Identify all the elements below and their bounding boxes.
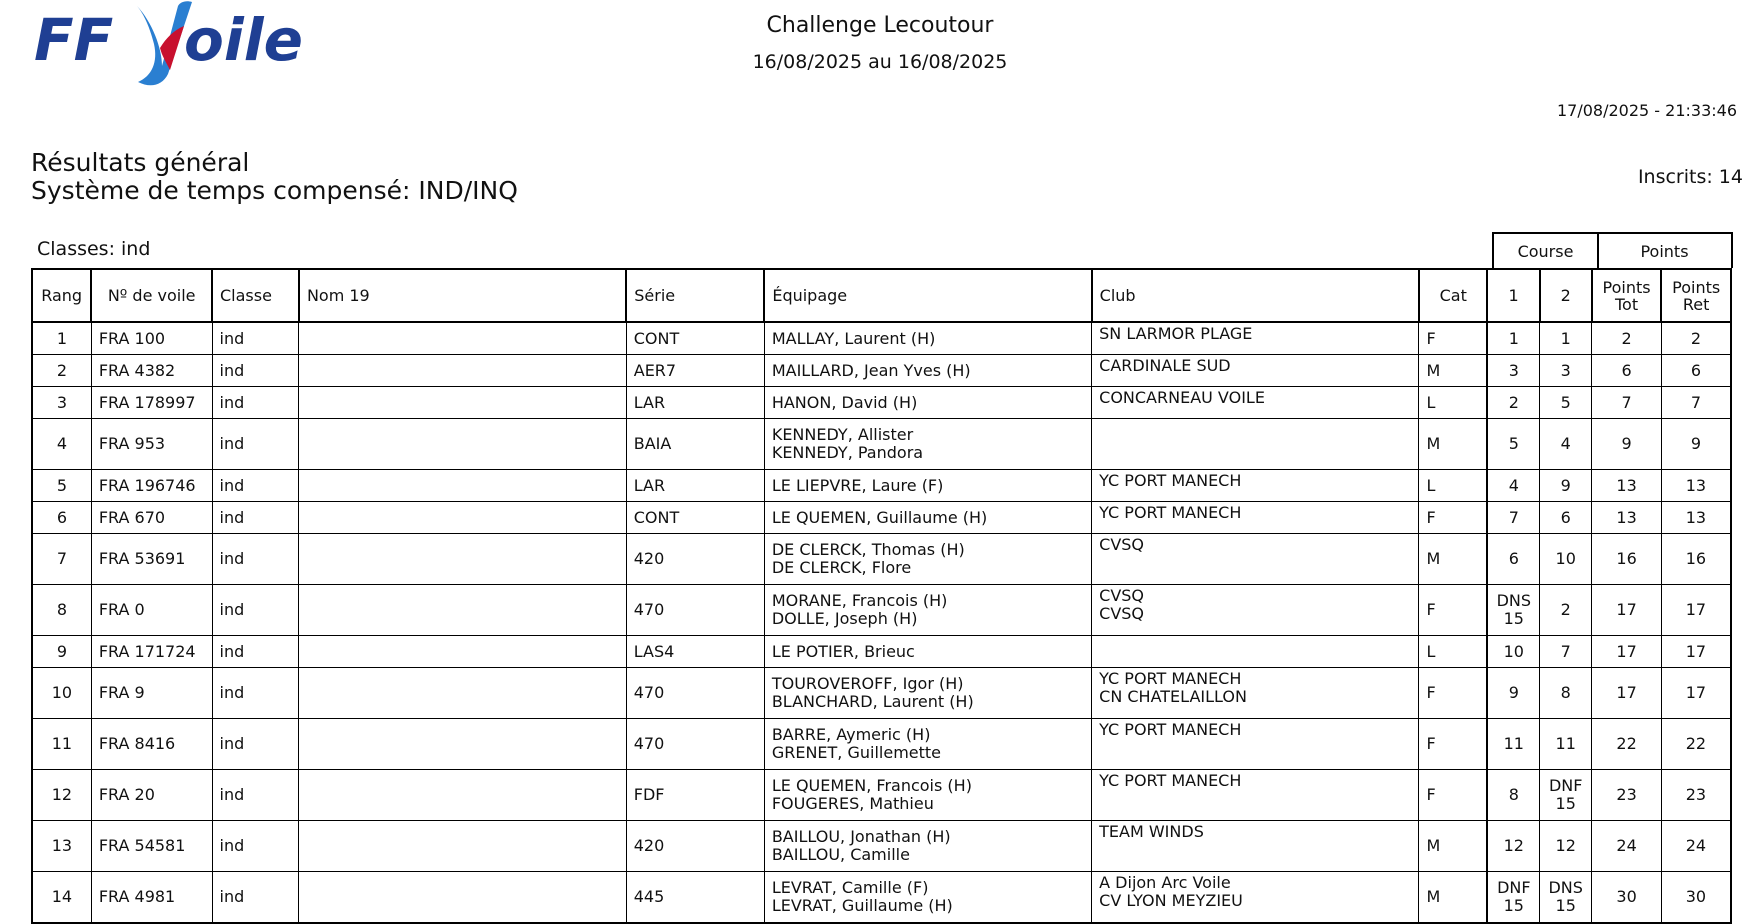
cell-equipage: LE POTIER, Brieuc	[764, 636, 1091, 668]
cell-points-tot: 17	[1592, 585, 1662, 636]
table-row	[32, 387, 1731, 419]
cell-points-tot: 7	[1592, 387, 1662, 419]
cell-race-1: DNS 15	[1487, 585, 1539, 636]
table-row	[32, 419, 1731, 470]
cell-race-1: 4	[1487, 470, 1539, 502]
cell-voile: FRA 670	[91, 502, 212, 534]
cell-race-1: 6	[1487, 534, 1539, 585]
cell-voile: FRA 20	[91, 770, 212, 821]
cell-rang: 4	[32, 419, 91, 470]
cell-club: TEAM WINDS	[1092, 821, 1419, 872]
cell-rang: 3	[32, 387, 91, 419]
cell-serie: CONT	[626, 502, 764, 534]
classes-label: Classes: ind	[37, 238, 151, 260]
cell-serie: LAR	[626, 387, 764, 419]
cell-cat: F	[1419, 502, 1488, 534]
cell-nom	[299, 636, 626, 668]
cell-serie: LAS4	[626, 636, 764, 668]
table-row	[32, 585, 1731, 636]
cell-rang: 12	[32, 770, 91, 821]
col-header-club: Club	[1092, 269, 1419, 322]
cell-nom	[299, 668, 626, 719]
cell-cat: L	[1419, 387, 1488, 419]
cell-serie: AER7	[626, 355, 764, 387]
cell-serie: 470	[626, 585, 764, 636]
cell-rang: 5	[32, 470, 91, 502]
cell-points-ret: 30	[1661, 872, 1731, 924]
cell-voile: FRA 100	[91, 322, 212, 355]
cell-cat: M	[1419, 419, 1488, 470]
cell-cat: F	[1419, 770, 1488, 821]
cell-voile: FRA 53691	[91, 534, 212, 585]
cell-classe: ind	[212, 355, 299, 387]
cell-race-1: 9	[1487, 668, 1539, 719]
cell-points-ret: 17	[1661, 585, 1731, 636]
cell-race-2: 7	[1540, 636, 1592, 668]
cell-points-tot: 30	[1592, 872, 1662, 924]
cell-race-2: DNS 15	[1540, 872, 1592, 924]
cell-rang: 9	[32, 636, 91, 668]
cell-club: YC PORT MANECH	[1092, 470, 1419, 502]
cell-points-tot: 22	[1592, 719, 1662, 770]
cell-points-ret: 24	[1661, 821, 1731, 872]
col-header-points-ret: Points Ret	[1661, 269, 1731, 322]
cell-equipage: LE QUEMEN, Francois (H) FOUGERES, Mathieu	[764, 770, 1091, 821]
cell-points-ret: 7	[1661, 387, 1731, 419]
cell-voile: FRA 196746	[91, 470, 212, 502]
document-title: Résultats général	[31, 148, 250, 177]
cell-serie: CONT	[626, 322, 764, 355]
cell-nom	[299, 872, 626, 924]
cell-race-2: DNF 15	[1540, 770, 1592, 821]
cell-cat: F	[1419, 322, 1488, 355]
table-row	[32, 502, 1731, 534]
cell-club: YC PORT MANECH	[1092, 719, 1419, 770]
cell-serie: BAIA	[626, 419, 764, 470]
cell-points-tot: 13	[1592, 502, 1662, 534]
cell-club: SN LARMOR PLAGE	[1092, 322, 1419, 355]
cell-serie: 445	[626, 872, 764, 924]
cell-nom	[299, 322, 626, 355]
cell-serie: 420	[626, 821, 764, 872]
col-header-nom: Nom 19	[299, 269, 626, 322]
cell-race-1: 5	[1487, 419, 1539, 470]
cell-race-2: 4	[1540, 419, 1592, 470]
cell-nom	[299, 355, 626, 387]
results-body	[32, 322, 1731, 923]
cell-nom	[299, 419, 626, 470]
cell-club: YC PORT MANECH	[1092, 502, 1419, 534]
cell-classe: ind	[212, 770, 299, 821]
cell-nom	[299, 585, 626, 636]
cell-equipage: MAILLARD, Jean Yves (H)	[764, 355, 1091, 387]
cell-rang: 13	[32, 821, 91, 872]
cell-equipage: BAILLOU, Jonathan (H) BAILLOU, Camille	[764, 821, 1091, 872]
table-row	[32, 636, 1731, 668]
cell-equipage: LEVRAT, Camille (F) LEVRAT, Guillaume (H)	[764, 872, 1091, 924]
cell-race-1: 8	[1487, 770, 1539, 821]
event-dates: 16/08/2025 au 16/08/2025	[752, 51, 1008, 73]
document-subtitle: Système de temps compensé: IND/INQ	[31, 176, 518, 205]
cell-points-ret: 17	[1661, 668, 1731, 719]
cell-club: CVSQ	[1092, 534, 1419, 585]
cell-rang: 10	[32, 668, 91, 719]
cell-nom	[299, 470, 626, 502]
cell-points-ret: 2	[1661, 322, 1731, 355]
col-header-serie: Série	[626, 269, 764, 322]
cell-club	[1092, 636, 1419, 668]
cell-voile: FRA 9	[91, 668, 212, 719]
entries-count: Inscrits: 14	[1637, 166, 1743, 188]
cell-voile: FRA 953	[91, 419, 212, 470]
cell-cat: F	[1419, 668, 1488, 719]
cell-rang: 2	[32, 355, 91, 387]
table-row	[32, 821, 1731, 872]
cell-nom	[299, 719, 626, 770]
cell-club: YC PORT MANECH CN CHATELAILLON	[1092, 668, 1419, 719]
cell-voile: FRA 4981	[91, 872, 212, 924]
table-row	[32, 770, 1731, 821]
cell-race-2: 2	[1540, 585, 1592, 636]
cell-race-1: 11	[1487, 719, 1539, 770]
cell-points-tot: 13	[1592, 470, 1662, 502]
cell-cat: M	[1419, 534, 1488, 585]
points-group-header: Points	[1597, 232, 1733, 268]
cell-serie: 420	[626, 534, 764, 585]
cell-classe: ind	[212, 322, 299, 355]
cell-points-ret: 13	[1661, 502, 1731, 534]
logo-oile-letters: oile	[184, 6, 303, 74]
col-header-points-tot: Points Tot	[1592, 269, 1662, 322]
cell-voile: FRA 54581	[91, 821, 212, 872]
cell-nom	[299, 387, 626, 419]
cell-race-2: 5	[1540, 387, 1592, 419]
cell-cat: F	[1419, 585, 1488, 636]
cell-equipage: LE QUEMEN, Guillaume (H)	[764, 502, 1091, 534]
cell-cat: M	[1419, 872, 1488, 924]
cell-points-ret: 16	[1661, 534, 1731, 585]
cell-rang: 14	[32, 872, 91, 924]
cell-race-1: 7	[1487, 502, 1539, 534]
cell-race-2: 1	[1540, 322, 1592, 355]
cell-equipage: LE LIEPVRE, Laure (F)	[764, 470, 1091, 502]
cell-classe: ind	[212, 502, 299, 534]
cell-race-2: 9	[1540, 470, 1592, 502]
logo-ff-letters: FF	[34, 6, 114, 74]
cell-race-2: 11	[1540, 719, 1592, 770]
cell-points-ret: 23	[1661, 770, 1731, 821]
cell-points-tot: 24	[1592, 821, 1662, 872]
cell-club: CVSQ CVSQ	[1092, 585, 1419, 636]
cell-points-ret: 9	[1661, 419, 1731, 470]
cell-serie: 470	[626, 719, 764, 770]
cell-voile: FRA 4382	[91, 355, 212, 387]
cell-cat: L	[1419, 470, 1488, 502]
cell-voile: FRA 171724	[91, 636, 212, 668]
cell-points-tot: 23	[1592, 770, 1662, 821]
cell-race-1: 2	[1487, 387, 1539, 419]
cell-race-2: 8	[1540, 668, 1592, 719]
cell-club: CONCARNEAU VOILE	[1092, 387, 1419, 419]
table-row	[32, 322, 1731, 355]
cell-points-tot: 9	[1592, 419, 1662, 470]
cell-race-2: 12	[1540, 821, 1592, 872]
cell-nom	[299, 821, 626, 872]
cell-cat: F	[1419, 719, 1488, 770]
cell-club: A Dijon Arc Voile CV LYON MEYZIEU	[1092, 872, 1419, 924]
cell-club: YC PORT MANECH	[1092, 770, 1419, 821]
cell-classe: ind	[212, 534, 299, 585]
cell-classe: ind	[212, 872, 299, 924]
table-header-row	[32, 269, 1731, 322]
col-header-voile: Nº de voile	[91, 269, 212, 322]
cell-cat: M	[1419, 355, 1488, 387]
col-header-race-1: 1	[1487, 269, 1539, 322]
cell-points-ret: 6	[1661, 355, 1731, 387]
results-table	[31, 268, 1732, 924]
cell-points-tot: 17	[1592, 668, 1662, 719]
table-row	[32, 719, 1731, 770]
cell-points-ret: 17	[1661, 636, 1731, 668]
table-row	[32, 355, 1731, 387]
cell-rang: 7	[32, 534, 91, 585]
cell-classe: ind	[212, 636, 299, 668]
cell-rang: 8	[32, 585, 91, 636]
cell-serie: FDF	[626, 770, 764, 821]
cell-serie: 470	[626, 668, 764, 719]
cell-points-ret: 13	[1661, 470, 1731, 502]
col-header-cat: Cat	[1419, 269, 1488, 322]
cell-nom	[299, 502, 626, 534]
cell-race-2: 10	[1540, 534, 1592, 585]
cell-race-1: DNF 15	[1487, 872, 1539, 924]
cell-classe: ind	[212, 419, 299, 470]
cell-race-1: 10	[1487, 636, 1539, 668]
cell-club: CARDINALE SUD	[1092, 355, 1419, 387]
cell-nom	[299, 534, 626, 585]
cell-race-2: 3	[1540, 355, 1592, 387]
cell-points-ret: 22	[1661, 719, 1731, 770]
cell-points-tot: 16	[1592, 534, 1662, 585]
cell-voile: FRA 178997	[91, 387, 212, 419]
cell-equipage: BARRE, Aymeric (H) GRENET, Guillemette	[764, 719, 1091, 770]
cell-equipage: TOUROVEROFF, Igor (H) BLANCHARD, Laurent (H)	[764, 668, 1091, 719]
cell-rang: 11	[32, 719, 91, 770]
cell-cat: L	[1419, 636, 1488, 668]
cell-classe: ind	[212, 719, 299, 770]
cell-points-tot: 2	[1592, 322, 1662, 355]
event-title: Challenge Lecoutour	[766, 13, 994, 38]
cell-race-1: 12	[1487, 821, 1539, 872]
table-row	[32, 534, 1731, 585]
col-header-classe: Classe	[212, 269, 299, 322]
cell-cat: M	[1419, 821, 1488, 872]
cell-rang: 1	[32, 322, 91, 355]
cell-voile: FRA 8416	[91, 719, 212, 770]
col-header-rang: Rang	[32, 269, 91, 322]
cell-equipage: MALLAY, Laurent (H)	[764, 322, 1091, 355]
ffvoile-logo	[34, 0, 334, 92]
col-header-race-2: 2	[1540, 269, 1592, 322]
cell-classe: ind	[212, 387, 299, 419]
cell-equipage: KENNEDY, Allister KENNEDY, Pandora	[764, 419, 1091, 470]
cell-equipage: HANON, David (H)	[764, 387, 1091, 419]
printed-timestamp: 17/08/2025 - 21:33:46	[1556, 101, 1737, 120]
cell-nom	[299, 770, 626, 821]
cell-race-2: 6	[1540, 502, 1592, 534]
cell-classe: ind	[212, 821, 299, 872]
cell-equipage: MORANE, Francois (H) DOLLE, Joseph (H)	[764, 585, 1091, 636]
table-row	[32, 872, 1731, 924]
col-header-equipage: Équipage	[764, 269, 1091, 322]
cell-classe: ind	[212, 585, 299, 636]
cell-classe: ind	[212, 470, 299, 502]
cell-equipage: DE CLERCK, Thomas (H) DE CLERCK, Flore	[764, 534, 1091, 585]
cell-points-tot: 6	[1592, 355, 1662, 387]
course-group-header: Course	[1492, 232, 1599, 268]
table-row	[32, 470, 1731, 502]
cell-rang: 6	[32, 502, 91, 534]
cell-club	[1092, 419, 1419, 470]
cell-race-1: 3	[1487, 355, 1539, 387]
cell-points-tot: 17	[1592, 636, 1662, 668]
cell-voile: FRA 0	[91, 585, 212, 636]
cell-serie: LAR	[626, 470, 764, 502]
table-row	[32, 668, 1731, 719]
cell-race-1: 1	[1487, 322, 1539, 355]
cell-classe: ind	[212, 668, 299, 719]
ffvoile-logo-graphic	[34, 0, 334, 92]
